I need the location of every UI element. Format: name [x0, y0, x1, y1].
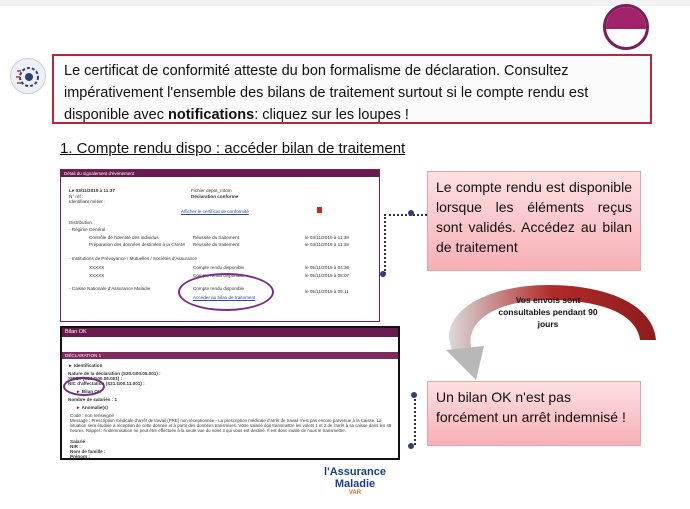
identification-label: Identification	[73, 363, 103, 368]
connector-dot	[408, 210, 414, 216]
gear-cycle-icon	[10, 58, 46, 94]
nic-label: NIC d'affectation (S21.G00.11.001) :	[68, 381, 145, 386]
identification-toggle[interactable]: ► Identification	[68, 363, 103, 368]
arrow-caption: Vos envois sont consultables pendant 90 jours	[498, 295, 598, 329]
table-row-status: Réussite du traitement	[193, 242, 239, 247]
bilan-ok-screenshot	[60, 326, 400, 460]
nature-label: Nature de la déclaration (S20.G00.05.001) :	[68, 371, 161, 376]
caisse-date: le 05/11/2019 à 09:11	[305, 289, 349, 294]
declaration-status: Déclaration conforme	[191, 194, 239, 199]
brand-logo-circle	[603, 4, 649, 50]
bilan-ok-label: Bilan OK	[81, 389, 102, 394]
certificat-link[interactable]: Afficher le certificat de conformité	[181, 209, 249, 214]
identifiant-label: Identifiant métier :	[69, 199, 106, 204]
table-row-date: le 03/11/2019 à 11:38	[305, 242, 349, 247]
intro-text-bold: notifications	[168, 107, 255, 123]
connector-dot	[380, 271, 386, 277]
caisse-status: Compte rendu disponible	[193, 286, 245, 291]
table-row-label: Contrôle de l'identité des individus	[89, 235, 159, 240]
bilan-ok-status: ► Bilan OK	[76, 389, 102, 394]
logo-line1: l'Assurance	[324, 466, 386, 478]
top-band	[0, 0, 690, 6]
table-row-date: le 05/11/2019 à 04:36	[305, 265, 350, 270]
table-row-label: XXXXX	[89, 273, 105, 278]
anomalie-label: Anomalie(s)	[81, 405, 108, 410]
callout-bilan-ok: Un bilan OK n'est pas forcément un arrêt indemnisé !	[427, 381, 641, 446]
table-row-status: Compte rendu disponible	[193, 265, 245, 270]
intro-text-part2: : cliquez sur les loupes !	[254, 107, 409, 123]
prenom-label: Prénom :	[70, 454, 90, 459]
assurance-maladie-logo	[315, 466, 395, 508]
table-row-status: Compte rendu disponible	[193, 273, 245, 278]
intro-text-part1: Le certificat de conformité atteste du bon formalisme de déclaration. Consultez impérativement l'ensemble des bilans de traitement surtout si le compte rendu est disponible avec	[64, 63, 589, 123]
anomalie-message: Message : Prescription médicale d'arrêt de travail (PRE) non réceptionnée - La prescription médicale d'arrêt de travail n'est pas encore parvenue à la Caisse. La situation sera étudiée à réception de cette donnée et à partir des données transmises. Votre salarié doit transmettre les volets 1 et 2 de l'arrêt à sa caisse dans les 48 heures. Rappel : l'indemnisation ne peut être effectuée à la seule vue du volet 3 qui vous est destiné. Il est donc inutile de nous le transmettre.	[70, 418, 392, 433]
bilan-link[interactable]: Accéder au bilan de traitement	[193, 295, 256, 300]
table-row-date: le 03/11/2019 à 11:38	[305, 235, 349, 240]
connector-dot	[411, 392, 417, 398]
siret-label: SIRET (S21.G00.06.001) :	[68, 376, 123, 381]
institutions-label: - Institutions de Prévoyance / Mutuelles / Sociétés d'Assurance	[69, 256, 198, 261]
nombre-label: Nombre de salariés : 1	[68, 397, 118, 402]
pdf-icon[interactable]	[317, 207, 322, 213]
bilan-ok-bar: Bilan OK	[62, 328, 398, 337]
highlight-oval-bilan-link	[178, 273, 274, 311]
nir-label: NIR :	[70, 444, 81, 449]
code-label: Code : non renseigné	[70, 413, 114, 418]
regime-label: - Régime Général	[69, 227, 106, 232]
ref-label: N° réf :	[69, 194, 84, 199]
table-row-status: Réussite du traitement	[193, 235, 239, 240]
event-detail-bar: Détail du signalement d'événement	[61, 170, 379, 177]
connector-line	[384, 214, 386, 274]
connector-line	[414, 395, 416, 445]
event-date: Le 03/11/2019 à 11:37	[69, 188, 115, 193]
salarie-label: Salarié	[70, 439, 86, 444]
table-row-label: Préparation des données destinées à la CNAM	[89, 242, 185, 247]
logo-line2: Maladie	[334, 478, 376, 490]
anomalie-toggle[interactable]: ► Anomalie(s)	[76, 405, 108, 410]
highlight-oval-bilan-ok	[63, 377, 105, 396]
connector-line	[384, 214, 427, 216]
callout-compte-rendu: Le compte rendu est disponible lorsque les éléments reçus sont validés. Accédez au bilan de traitement	[427, 171, 641, 271]
intro-message	[52, 54, 652, 124]
caisse-label: - Caisse Nationale d'Assurance Maladie	[69, 286, 151, 291]
section-title: 1. Compte rendu dispo : accéder bilan de traitement	[60, 140, 406, 157]
table-row-date: le 05/11/2019 à 08:07	[305, 273, 350, 278]
distribution-label: Distribution	[69, 220, 92, 225]
logo-line3: VAR	[348, 490, 362, 496]
connector-dot	[408, 443, 414, 449]
table-row-label: XXXXX	[89, 265, 105, 270]
nom-label: Nom de famille :	[70, 449, 106, 454]
declaration-bar: DÉCLARATION 1	[62, 352, 398, 359]
fichier-label: Fichier depot_mtom	[191, 188, 232, 193]
